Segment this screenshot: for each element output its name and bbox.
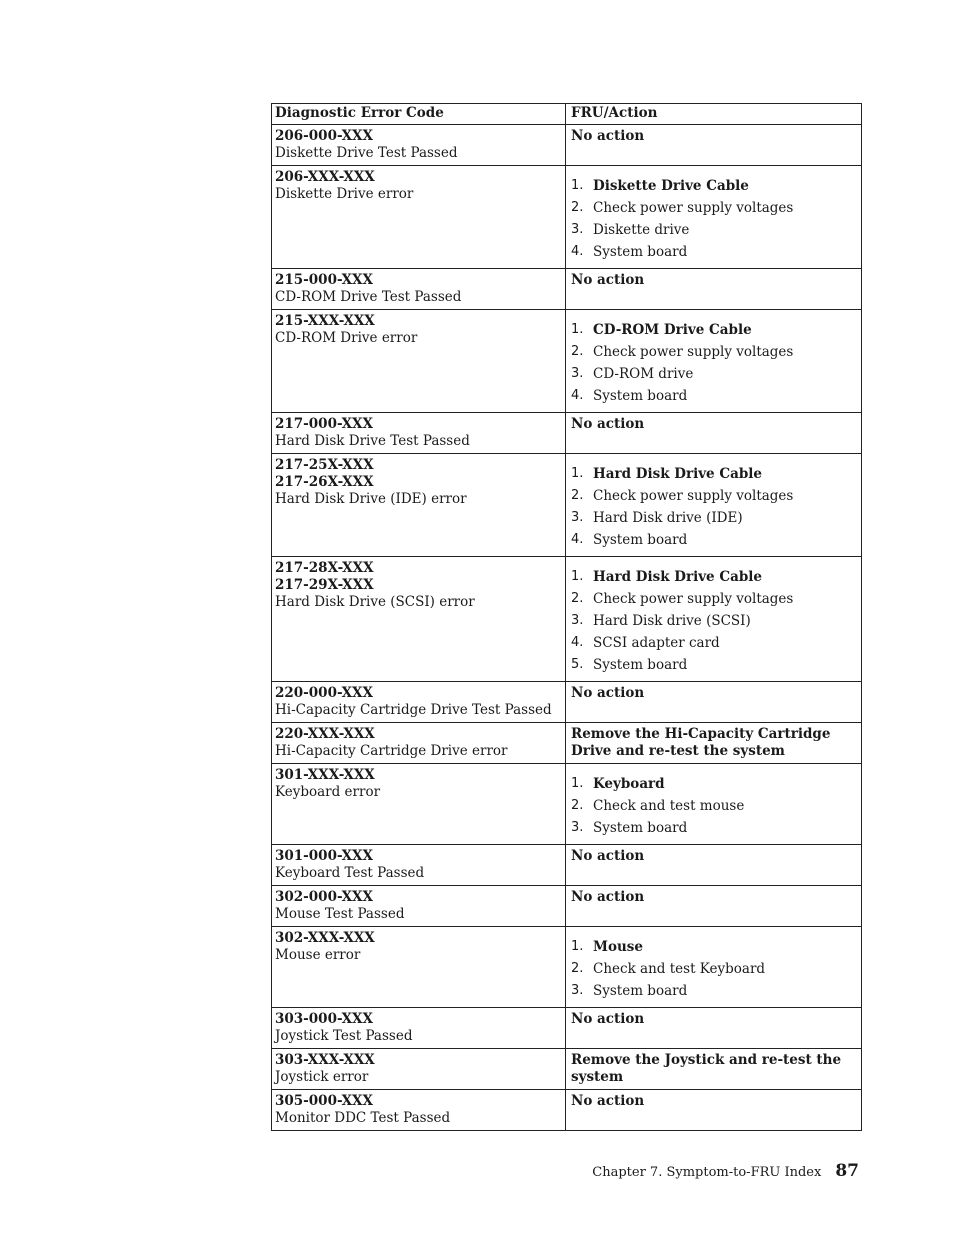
fru-step xyxy=(571,980,858,1002)
error-code-cell xyxy=(272,269,566,310)
fru-step-list xyxy=(571,773,858,839)
fru-action-cell xyxy=(566,125,862,166)
error-code: 301-XXX-XXX xyxy=(275,767,375,783)
step-number: 2. xyxy=(571,591,584,606)
step-number: 3. xyxy=(571,222,584,237)
error-code-cell xyxy=(272,413,566,454)
fru-action-cell xyxy=(566,454,862,557)
step-text: Mouse xyxy=(593,939,643,955)
error-code: 303-XXX-XXX xyxy=(275,1052,375,1068)
error-code-cell xyxy=(272,682,566,723)
fru-action-cell xyxy=(566,1090,862,1131)
error-code: 305-000-XXX xyxy=(275,1093,374,1109)
error-code: 217-000-XXX xyxy=(275,416,374,432)
step-text: System board xyxy=(593,820,688,836)
error-description: Hard Disk Drive Test Passed xyxy=(275,433,470,449)
fru-step-list xyxy=(571,463,858,551)
step-text: System board xyxy=(593,244,688,260)
fru-action-cell xyxy=(566,886,862,927)
error-code: 215-XXX-XXX xyxy=(275,313,375,329)
step-text: System board xyxy=(593,388,688,404)
fru-action-cell xyxy=(566,310,862,413)
fru-action-cell xyxy=(566,1049,862,1090)
error-code: 206-000-XXX xyxy=(275,128,374,144)
error-description: Mouse error xyxy=(275,947,361,963)
table-row xyxy=(272,413,862,454)
error-description: Hard Disk Drive (IDE) error xyxy=(275,491,467,507)
fru-step xyxy=(571,319,858,341)
step-text: Diskette Drive Cable xyxy=(593,178,749,194)
column-header-fru-action: FRU/Action xyxy=(566,104,862,125)
error-description: Hi-Capacity Cartridge Drive Test Passed xyxy=(275,702,552,718)
fru-action-text: Remove the Hi-Capacity Cartridge Drive and re-test the system xyxy=(571,726,831,759)
step-number: 1. xyxy=(571,322,584,337)
error-code: 302-XXX-XXX xyxy=(275,930,375,946)
error-code: 217-29X-XXX xyxy=(275,577,374,593)
fru-step xyxy=(571,795,858,817)
step-number: 4. xyxy=(571,388,584,403)
fru-action-cell xyxy=(566,1008,862,1049)
fru-step xyxy=(571,241,858,263)
error-description: Mouse Test Passed xyxy=(275,906,405,922)
error-description: Keyboard Test Passed xyxy=(275,865,425,881)
step-number: 1. xyxy=(571,776,584,791)
fru-action-cell xyxy=(566,845,862,886)
error-code-cell xyxy=(272,557,566,682)
fru-step xyxy=(571,219,858,241)
table-row xyxy=(272,723,862,764)
step-text: Hard Disk drive (IDE) xyxy=(593,510,743,526)
fru-step xyxy=(571,958,858,980)
step-number: 2. xyxy=(571,200,584,215)
table-row xyxy=(272,454,862,557)
fru-step xyxy=(571,632,858,654)
step-text: Hard Disk Drive Cable xyxy=(593,569,762,585)
step-text: Check power supply voltages xyxy=(593,344,794,360)
fru-step xyxy=(571,363,858,385)
fru-step xyxy=(571,197,858,219)
table-header-row xyxy=(272,104,862,125)
error-code-cell xyxy=(272,1090,566,1131)
fru-step xyxy=(571,936,858,958)
table-row xyxy=(272,1008,862,1049)
error-code-cell xyxy=(272,927,566,1008)
fru-action-text: Remove the Joystick and re-test the system xyxy=(571,1052,842,1085)
error-description: Hi-Capacity Cartridge Drive error xyxy=(275,743,508,759)
fru-action-cell xyxy=(566,413,862,454)
table-row xyxy=(272,886,862,927)
step-text: Check and test Keyboard xyxy=(593,961,766,977)
error-description: Monitor DDC Test Passed xyxy=(275,1110,451,1126)
fru-action-text: No action xyxy=(571,889,645,905)
error-code-cell xyxy=(272,845,566,886)
fru-step-list xyxy=(571,175,858,263)
error-code-cell xyxy=(272,166,566,269)
page-number: 87 xyxy=(835,1161,859,1181)
fru-step xyxy=(571,773,858,795)
step-number: 3. xyxy=(571,613,584,628)
step-text: Check power supply voltages xyxy=(593,488,794,504)
step-number: 1. xyxy=(571,466,584,481)
error-code: 217-25X-XXX xyxy=(275,457,374,473)
fru-step xyxy=(571,385,858,407)
error-code: 215-000-XXX xyxy=(275,272,374,288)
error-description: Diskette Drive Test Passed xyxy=(275,145,458,161)
error-description: Joystick Test Passed xyxy=(275,1028,413,1044)
error-description: Joystick error xyxy=(275,1069,369,1085)
error-description: Hard Disk Drive (SCSI) error xyxy=(275,594,475,610)
error-code-cell xyxy=(272,764,566,845)
step-number: 2. xyxy=(571,798,584,813)
error-code: 302-000-XXX xyxy=(275,889,374,905)
error-description: Keyboard error xyxy=(275,784,381,800)
error-code-cell xyxy=(272,1008,566,1049)
step-text: CD-ROM Drive Cable xyxy=(593,322,752,338)
fru-action-cell xyxy=(566,682,862,723)
fru-step xyxy=(571,529,858,551)
error-code-cell xyxy=(272,886,566,927)
fru-action-text: No action xyxy=(571,1011,645,1027)
error-code: 303-000-XXX xyxy=(275,1011,374,1027)
error-code: 220-000-XXX xyxy=(275,685,374,701)
step-number: 4. xyxy=(571,635,584,650)
table-row xyxy=(272,764,862,845)
step-number: 2. xyxy=(571,488,584,503)
fru-step xyxy=(571,485,858,507)
column-header-error-code: Diagnostic Error Code xyxy=(272,104,566,125)
error-code: 220-XXX-XXX xyxy=(275,726,375,742)
table-body xyxy=(272,125,862,1131)
step-text: Check and test mouse xyxy=(593,798,745,814)
step-number: 1. xyxy=(571,939,584,954)
step-text: Hard Disk Drive Cable xyxy=(593,466,762,482)
fru-action-cell xyxy=(566,723,862,764)
step-number: 2. xyxy=(571,961,584,976)
error-code-cell xyxy=(272,310,566,413)
fru-action-cell xyxy=(566,557,862,682)
fru-action-text: No action xyxy=(571,416,645,432)
step-number: 2. xyxy=(571,344,584,359)
fru-step-list xyxy=(571,319,858,407)
fru-action-text: No action xyxy=(571,848,645,864)
fru-action-text: No action xyxy=(571,685,645,701)
fru-step xyxy=(571,175,858,197)
table-row xyxy=(272,166,862,269)
error-description: Diskette Drive error xyxy=(275,186,414,202)
error-description: CD-ROM Drive error xyxy=(275,330,418,346)
fru-action-text: No action xyxy=(571,128,645,144)
step-number: 1. xyxy=(571,178,584,193)
diagnostic-error-table xyxy=(271,103,862,1131)
step-text: Check power supply voltages xyxy=(593,200,794,216)
step-number: 3. xyxy=(571,510,584,525)
step-number: 1. xyxy=(571,569,584,584)
fru-step-list xyxy=(571,936,858,1002)
fru-action-text: No action xyxy=(571,1093,645,1109)
error-code: 217-28X-XXX xyxy=(275,560,374,576)
error-code: 217-26X-XXX xyxy=(275,474,374,490)
fru-step xyxy=(571,341,858,363)
table-row xyxy=(272,845,862,886)
table-row xyxy=(272,1049,862,1090)
step-number: 4. xyxy=(571,244,584,259)
fru-step xyxy=(571,588,858,610)
step-text: System board xyxy=(593,983,688,999)
fru-action-text: No action xyxy=(571,272,645,288)
table-row xyxy=(272,927,862,1008)
table-row xyxy=(272,682,862,723)
step-number: 5. xyxy=(571,657,584,672)
fru-action-cell xyxy=(566,927,862,1008)
chapter-title: Chapter 7. Symptom-to-FRU Index xyxy=(592,1165,822,1180)
fru-step xyxy=(571,610,858,632)
step-text: CD-ROM drive xyxy=(593,366,694,382)
step-text: Keyboard xyxy=(593,776,665,792)
step-text: Check power supply voltages xyxy=(593,591,794,607)
fru-action-cell xyxy=(566,764,862,845)
error-code-cell xyxy=(272,1049,566,1090)
step-text: Hard Disk drive (SCSI) xyxy=(593,613,751,629)
step-text: System board xyxy=(593,532,688,548)
table-row xyxy=(272,1090,862,1131)
fru-step-list xyxy=(571,566,858,676)
error-code: 206-XXX-XXX xyxy=(275,169,375,185)
step-number: 3. xyxy=(571,820,584,835)
fru-action-cell xyxy=(566,166,862,269)
fru-step xyxy=(571,463,858,485)
step-number: 4. xyxy=(571,532,584,547)
error-code: 301-000-XXX xyxy=(275,848,374,864)
table-row xyxy=(272,557,862,682)
fru-action-cell xyxy=(566,269,862,310)
step-text: SCSI adapter card xyxy=(593,635,720,651)
fru-step xyxy=(571,817,858,839)
error-description: CD-ROM Drive Test Passed xyxy=(275,289,462,305)
error-code-cell xyxy=(272,723,566,764)
step-number: 3. xyxy=(571,366,584,381)
fru-step xyxy=(571,566,858,588)
step-text: System board xyxy=(593,657,688,673)
table-row xyxy=(272,310,862,413)
step-number: 3. xyxy=(571,983,584,998)
table-row xyxy=(272,269,862,310)
table-row xyxy=(272,125,862,166)
page-footer xyxy=(592,1161,859,1181)
error-code-cell xyxy=(272,454,566,557)
fru-step xyxy=(571,654,858,676)
fru-step xyxy=(571,507,858,529)
error-code-cell xyxy=(272,125,566,166)
step-text: Diskette drive xyxy=(593,222,690,238)
